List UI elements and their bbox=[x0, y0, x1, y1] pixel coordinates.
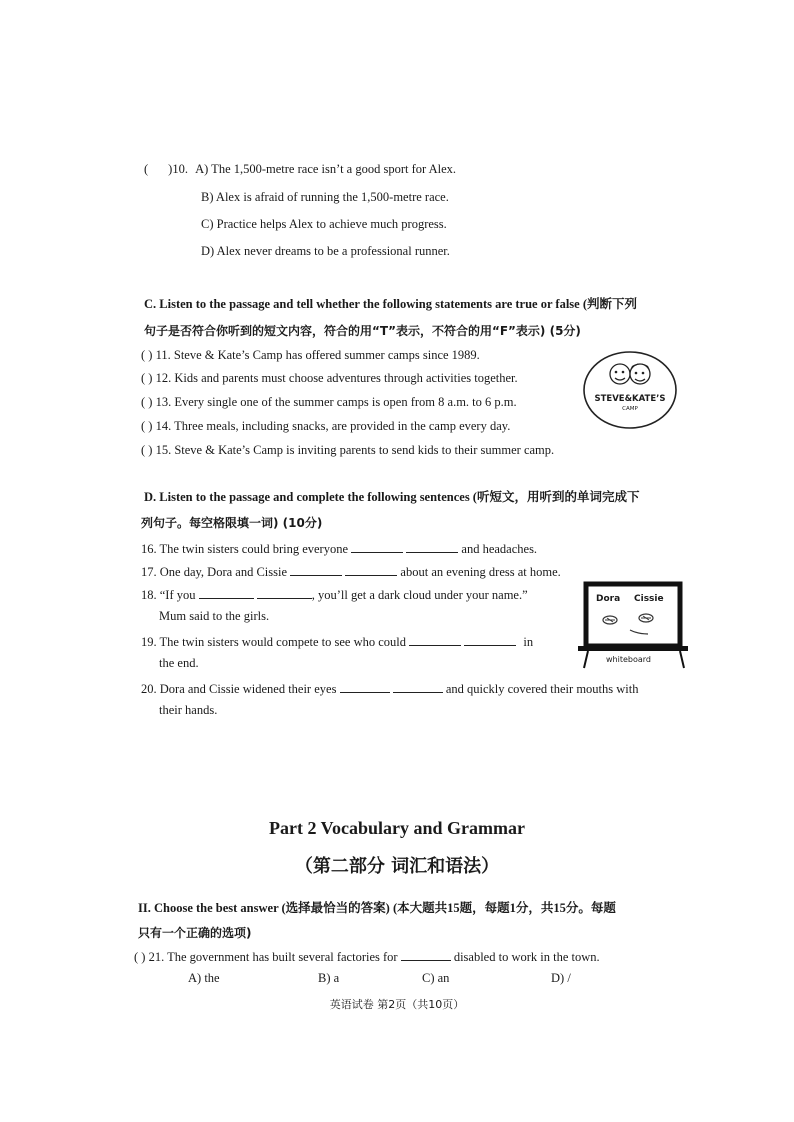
answer-paren[interactable]: ( ) bbox=[134, 950, 146, 964]
answer-blank[interactable] bbox=[401, 948, 451, 961]
item-text: 15. Steve & Kate’s Camp is inviting parents to send kids to their summer camp. bbox=[155, 443, 555, 457]
q17-text: 17. One day, Dora and Cissie bbox=[141, 565, 288, 579]
q17-text-end: about an evening dress at home. bbox=[400, 565, 561, 579]
q21-row bbox=[134, 948, 600, 965]
answer-blank[interactable] bbox=[199, 586, 254, 599]
answer-paren[interactable]: ( ) bbox=[141, 371, 153, 385]
q20-text-end: and quickly covered their mouths with bbox=[445, 682, 639, 696]
q16-text-end: and headaches. bbox=[461, 542, 538, 556]
board-label: whiteboard bbox=[606, 655, 651, 664]
q18-text-end: , you’ll get a dark cloud under your name.” bbox=[311, 588, 528, 602]
q10-option-b: B) Alex is afraid of running the 1,500-metre race. bbox=[201, 190, 449, 204]
q18-row bbox=[141, 586, 528, 603]
part2-subtitle: （第二部分 词汇和语法） bbox=[294, 856, 500, 877]
q10-number: 10. bbox=[172, 162, 188, 176]
board-name-cissie: Cissie bbox=[634, 594, 664, 604]
page-footer: 英语试卷 第2页（共10页） bbox=[329, 998, 465, 1011]
steve-kate-camp-logo bbox=[582, 350, 678, 430]
q21-option-b: B) a bbox=[318, 971, 340, 985]
tf-item-14 bbox=[141, 419, 510, 434]
q21-option-c: C) an bbox=[422, 971, 450, 985]
answer-blank[interactable] bbox=[345, 563, 397, 576]
q21-text: 21. The government has built several factories for bbox=[148, 950, 398, 964]
q16-row bbox=[141, 540, 537, 557]
item-text: 14. Three meals, including snacks, are provided in the camp every day. bbox=[155, 419, 511, 433]
q10-option-d: D) Alex never dreams to be a professional runner. bbox=[201, 244, 450, 258]
answer-paren[interactable]: ( ) bbox=[141, 443, 153, 457]
section-d-heading: D. Listen to the passage and complete the following sentences (听短文，用听到的单词完成下 bbox=[144, 490, 640, 504]
q21-text-end: disabled to work in the town. bbox=[453, 950, 600, 964]
answer-blank[interactable] bbox=[351, 540, 403, 553]
q10-option-c: C) Practice helps Alex to achieve much progress. bbox=[201, 217, 447, 231]
q19-text-end: in bbox=[523, 635, 534, 649]
answer-blank[interactable] bbox=[290, 563, 342, 576]
answer-blank[interactable] bbox=[257, 586, 312, 599]
item-text: 11. Steve & Kate’s Camp has offered summer camps since 1989. bbox=[155, 348, 480, 362]
q17-row bbox=[141, 563, 561, 580]
tf-item-13 bbox=[141, 395, 517, 410]
q10-option-a: A) The 1,500-metre race isn’t a good sport for Alex. bbox=[195, 162, 457, 176]
q20-cont: their hands. bbox=[159, 703, 218, 717]
q16-text: 16. The twin sisters could bring everyone bbox=[141, 542, 349, 556]
q19-cont: the end. bbox=[159, 656, 199, 670]
tf-item-11 bbox=[141, 348, 480, 363]
q18-text: 18. “If you bbox=[141, 588, 196, 602]
tf-item-12 bbox=[141, 371, 518, 386]
answer-blank[interactable] bbox=[340, 680, 390, 693]
logo-sub: CAMP bbox=[622, 406, 638, 412]
q19-text: 19. The twin sisters would compete to see who could bbox=[141, 635, 407, 649]
board-name-dora: Dora bbox=[596, 594, 621, 604]
q10-row bbox=[144, 162, 456, 177]
answer-blank[interactable] bbox=[464, 633, 516, 646]
q21-option-a: A) the bbox=[188, 971, 220, 985]
whiteboard-illustration bbox=[574, 580, 690, 670]
answer-paren[interactable]: ( ) bbox=[141, 395, 153, 409]
answer-blank[interactable] bbox=[406, 540, 458, 553]
q19-row bbox=[141, 633, 533, 650]
answer-blank[interactable] bbox=[409, 633, 461, 646]
section-ii-heading: II. Choose the best answer (选择最恰当的答案) (本大题共15题，每题1分，共15分。每题 bbox=[138, 901, 616, 915]
item-text: 12. Kids and parents must choose adventures through activities together. bbox=[155, 371, 518, 385]
answer-paren[interactable]: ( ) bbox=[141, 348, 153, 362]
answer-paren[interactable]: ( ) bbox=[141, 419, 153, 433]
answer-paren[interactable]: ( bbox=[144, 162, 149, 176]
section-d-heading-2: 列句子。每空格限填一词) (10分) bbox=[141, 516, 323, 530]
logo-text: STEVE&KATE’S bbox=[594, 394, 666, 404]
q21-option-d: D) / bbox=[551, 971, 571, 985]
section-c-heading: C. Listen to the passage and tell whether the following statements are true or false (判断下列 bbox=[144, 297, 638, 311]
q20-row bbox=[141, 680, 638, 697]
part2-title: Part 2 Vocabulary and Grammar bbox=[269, 818, 525, 838]
answer-paren-close: ) bbox=[168, 162, 173, 176]
section-c-heading-2: 句子是否符合你听到的短文内容，符合的用“T”表示，不符合的用“F”表示) (5分) bbox=[144, 324, 581, 338]
section-ii-heading-2: 只有一个正确的选项) bbox=[138, 926, 252, 940]
item-text: 13. Every single one of the summer camps is open from 8 a.m. to 6 p.m. bbox=[155, 395, 517, 409]
q20-text: 20. Dora and Cissie widened their eyes bbox=[141, 682, 337, 696]
q18-cont: Mum said to the girls. bbox=[159, 609, 270, 623]
answer-blank[interactable] bbox=[393, 680, 443, 693]
tf-item-15 bbox=[141, 443, 554, 458]
